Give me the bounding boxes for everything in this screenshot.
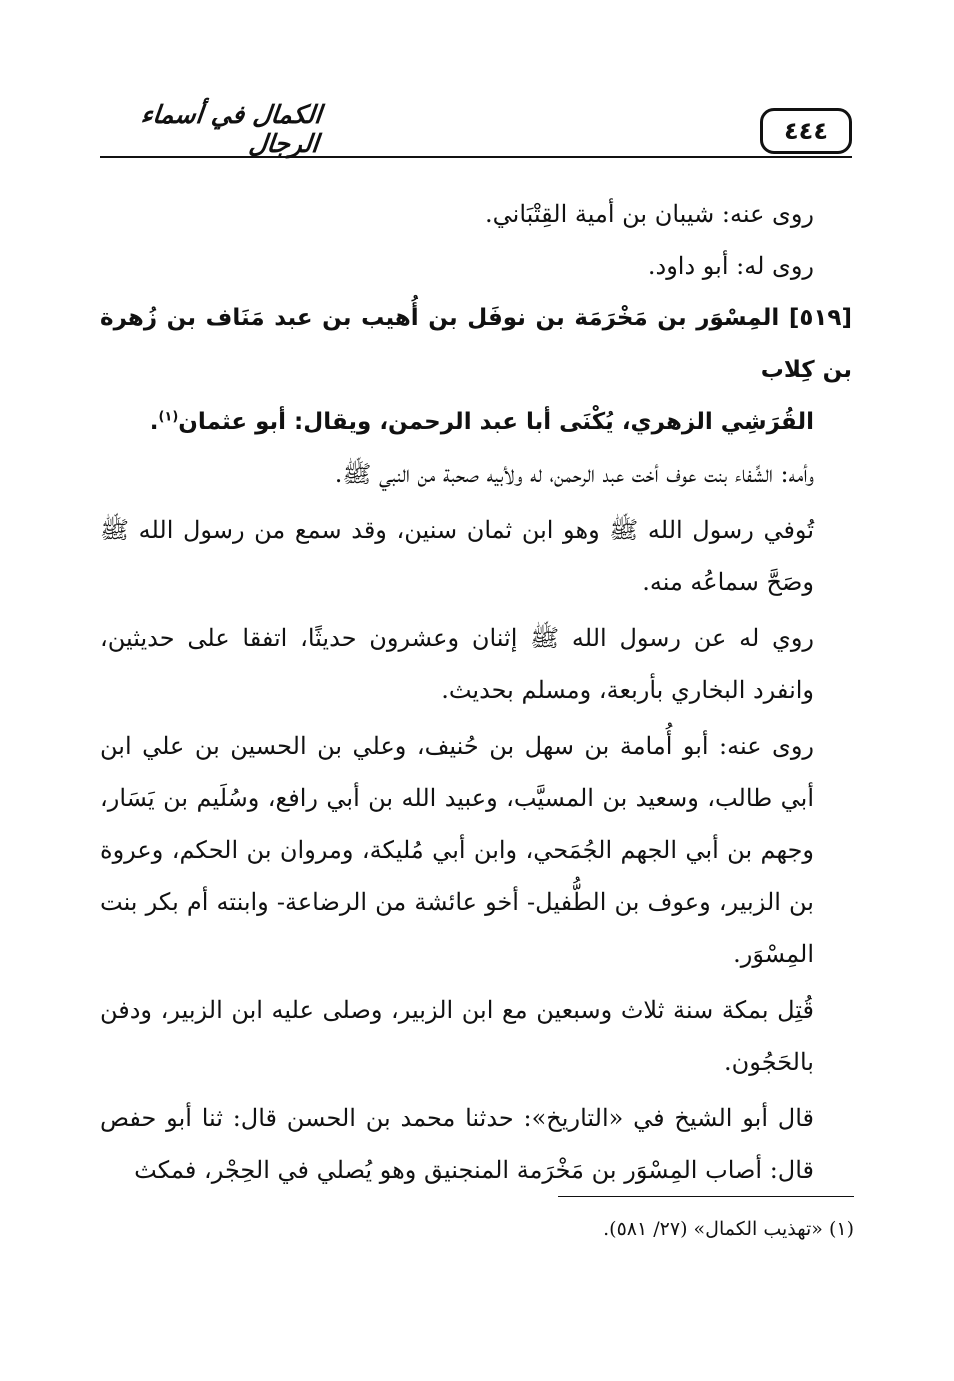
paragraph: قال أبو الشيخ في «التاريخ»: حدثنا محمد بن الحسن قال: ثنا أبو حفص قال: أصاب المِسْوَر بن مَخْرَمة المنجنيق وهو يُصلي في الحِجْر، فمكث bbox=[100, 1104, 814, 1184]
entry-heading-line-2-text: القُرَشِي الزهري، يُكْنَى أبا عبد الرحمن، ويقال: أبو عثمان bbox=[178, 409, 814, 435]
footnote-marker: (١) bbox=[158, 409, 179, 425]
paragraph: روى عنه: أبو أُمامة بن سهل بن حُنيف، وعلي بن الحسين بن علي ابن أبي طالب، وسعيد بن المسيَّب، وعبيد الله بن أبي رافع، وسُلَيم بن يَسَار، وجهم بن أبي الجهم الجُمَحي، وابن أبي مُليكة، ومروان بن الحكم، وعروة بن الزبير، وعوف بن الطُّفيل- أخو عائشة من الرضاعة- وابنته أم بكر بنت المِسْوَر. bbox=[100, 732, 814, 968]
paragraph: وأمه: الشِّفاء بنت عوف أخت عبد الرحمن، له ولأبيه صحبة من النبي ﷺ. bbox=[334, 460, 814, 488]
paragraph: روي له عن رسول الله ﷺ إثنان وعشرون حديثًا، اتفقا على حديثين، وانفرد البخاري بأربعة، ومسلم بحديث. bbox=[100, 624, 815, 704]
paragraph: روى عنه: شيبان بن أمية القِتْبَاني. bbox=[485, 200, 814, 228]
entry-heading-line-2: القُرَشِي الزهري، يُكْنَى أبا عبد الرحمن، ويقال: أبو عثمان$^{(١)}$. bbox=[149, 409, 814, 435]
paragraph: تُوفي رسول الله ﷺ وهو ابن ثمان سنين، وقد سمع من رسول الله ﷺ وصَحَّ سماعُه منه. bbox=[100, 516, 814, 596]
page-number: ٤٤٤ bbox=[760, 108, 852, 154]
entry-heading bbox=[100, 292, 852, 448]
footnote: (١) «تهذيب الكمال» (٢٧/ ٥٨١). bbox=[603, 1218, 854, 1240]
header-rule bbox=[100, 156, 852, 158]
book-title: الكمال في أسماء الرجال bbox=[139, 100, 324, 158]
paragraph: روى له: أبو داود. bbox=[647, 252, 814, 280]
entry-heading-line: [٥١٩] المِسْوَر بن مَخْرَمَة بن نوفَل بن أُهيب بن عبد مَنَاف بن زُهرة بن كِلاب bbox=[100, 305, 852, 383]
page-header bbox=[100, 100, 852, 160]
paragraph: قُتِل بمكة سنة ثلاث وسبعين مع ابن الزبير، وصلى عليه ابن الزبير، ودفن بالحَجُون. bbox=[100, 996, 814, 1076]
footnote-rule bbox=[558, 1196, 854, 1197]
main-text bbox=[100, 188, 852, 1196]
